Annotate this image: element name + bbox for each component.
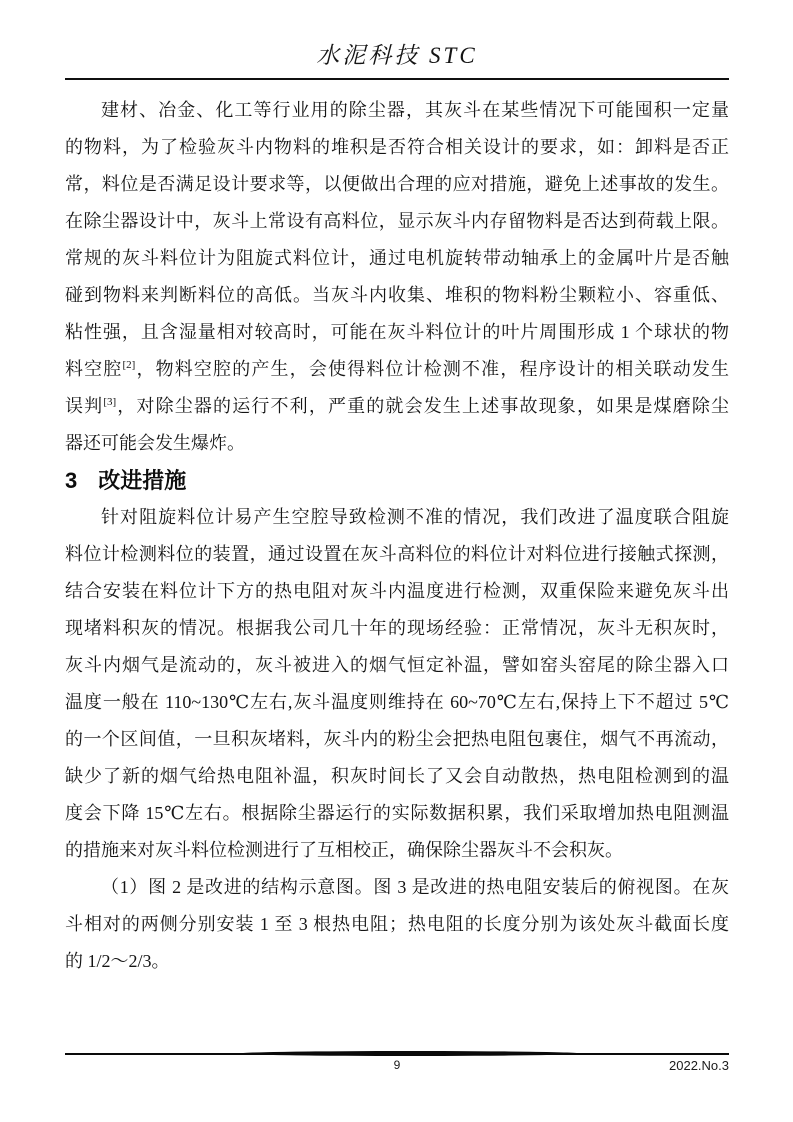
text-line: 在除尘器设计中，灰斗上常设有高料位，显示灰斗内存留物料是否达到荷载上限。 bbox=[65, 211, 729, 231]
text-line: 斗相对的两侧分别安装 1 至 3 根热电阻；热电阻的长度分别为该处灰斗截面长度 bbox=[65, 914, 729, 934]
citation-ref: [2] bbox=[122, 359, 136, 371]
text-line: 的一个区间值，一旦积灰堵料，灰斗内的粉尘会把热电阻包裹住，烟气不再流动， bbox=[65, 729, 729, 749]
section-number: 3 bbox=[65, 468, 78, 493]
paragraph-2 bbox=[65, 499, 729, 869]
text-line: 器还可能会发生爆炸。 bbox=[65, 433, 245, 453]
section-heading bbox=[65, 462, 729, 499]
text-line: 度会下降 15℃左右。根据除尘器运行的实际数据积累，我们采取增加热电阻测温 bbox=[65, 803, 729, 823]
paragraph-1 bbox=[65, 92, 729, 462]
text-line: 料位计检测料位的装置，通过设置在灰斗高料位的料位计对料位进行接触式探测， bbox=[65, 544, 729, 564]
text-line: 的 1/2～2/3。 bbox=[65, 951, 170, 971]
text-line: 建材、冶金、化工等行业用的除尘器，其灰斗在某些情况下可能囤积一定量 bbox=[101, 100, 729, 120]
text-line: 现堵料积灰的情况。根据我公司几十年的现场经验：正常情况，灰斗无积灰时， bbox=[65, 618, 729, 638]
text-line: 的措施来对灰斗料位检测进行了互相校正，确保除尘器灰斗不会积灰。 bbox=[65, 840, 623, 860]
page-body bbox=[65, 92, 729, 980]
footer-text bbox=[65, 1058, 729, 1076]
text-line: 缺少了新的烟气给热电阻补温，积灰时间长了又会自动散热，热电阻检测到的温 bbox=[65, 766, 729, 786]
text-line: 灰斗内烟气是流动的，灰斗被进入的烟气恒定补温，譬如窑头窑尾的除尘器入口 bbox=[65, 655, 729, 675]
text-line: 料空腔[2]，物料空腔的产生，会使得料位计检测不准，程序设计的相关联动发生 bbox=[65, 359, 730, 379]
text-line: 的物料，为了检验灰斗内物料的堆积是否符合相关设计的要求，如：卸料是否正 bbox=[65, 137, 729, 157]
text-line: 针对阻旋料位计易产生空腔导致检测不准的情况，我们改进了温度联合阻旋 bbox=[101, 507, 729, 527]
text-line: 温度一般在 110~130℃左右,灰斗温度则维持在 60~70℃左右,保持上下不超过 5℃ bbox=[65, 692, 729, 712]
page-number: 9 bbox=[393, 1058, 401, 1072]
journal-title: 水泥科技 STC bbox=[316, 43, 478, 68]
citation-ref: [3] bbox=[103, 396, 117, 408]
text-line: 结合安装在料位计下方的热电阻对灰斗内温度进行检测，双重保险来避免灰斗出 bbox=[65, 581, 729, 601]
text-line: 碰到物料来判断料位的高低。当灰斗内收集、堆积的物料粉尘颗粒小、容重低、 bbox=[65, 285, 729, 305]
footer-rule-thick-segment bbox=[240, 1051, 580, 1056]
page-header bbox=[65, 42, 729, 80]
text-line: 常规的灰斗料位计为阻旋式料位计，通过电机旋转带动轴承上的金属叶片是否触 bbox=[65, 248, 729, 268]
paragraph-3 bbox=[65, 869, 729, 980]
text-line: 粘性强，且含湿量相对较高时，可能在灰斗料位计的叶片周围形成 1 个球状的物 bbox=[65, 322, 729, 342]
issue-number: 2022.No.3 bbox=[669, 1058, 729, 1073]
section-title: 改进措施 bbox=[98, 468, 187, 493]
text-line: 误判[3]，对除尘器的运行不利，严重的就会发生上述事故现象，如果是煤磨除尘 bbox=[65, 396, 730, 416]
text-line: 常，料位是否满足设计要求等，以便做出合理的应对措施，避免上述事故的发生。 bbox=[65, 174, 729, 194]
text-line: （1）图 2 是改进的结构示意图。图 3 是改进的热电阻安装后的俯视图。在灰 bbox=[101, 877, 729, 897]
